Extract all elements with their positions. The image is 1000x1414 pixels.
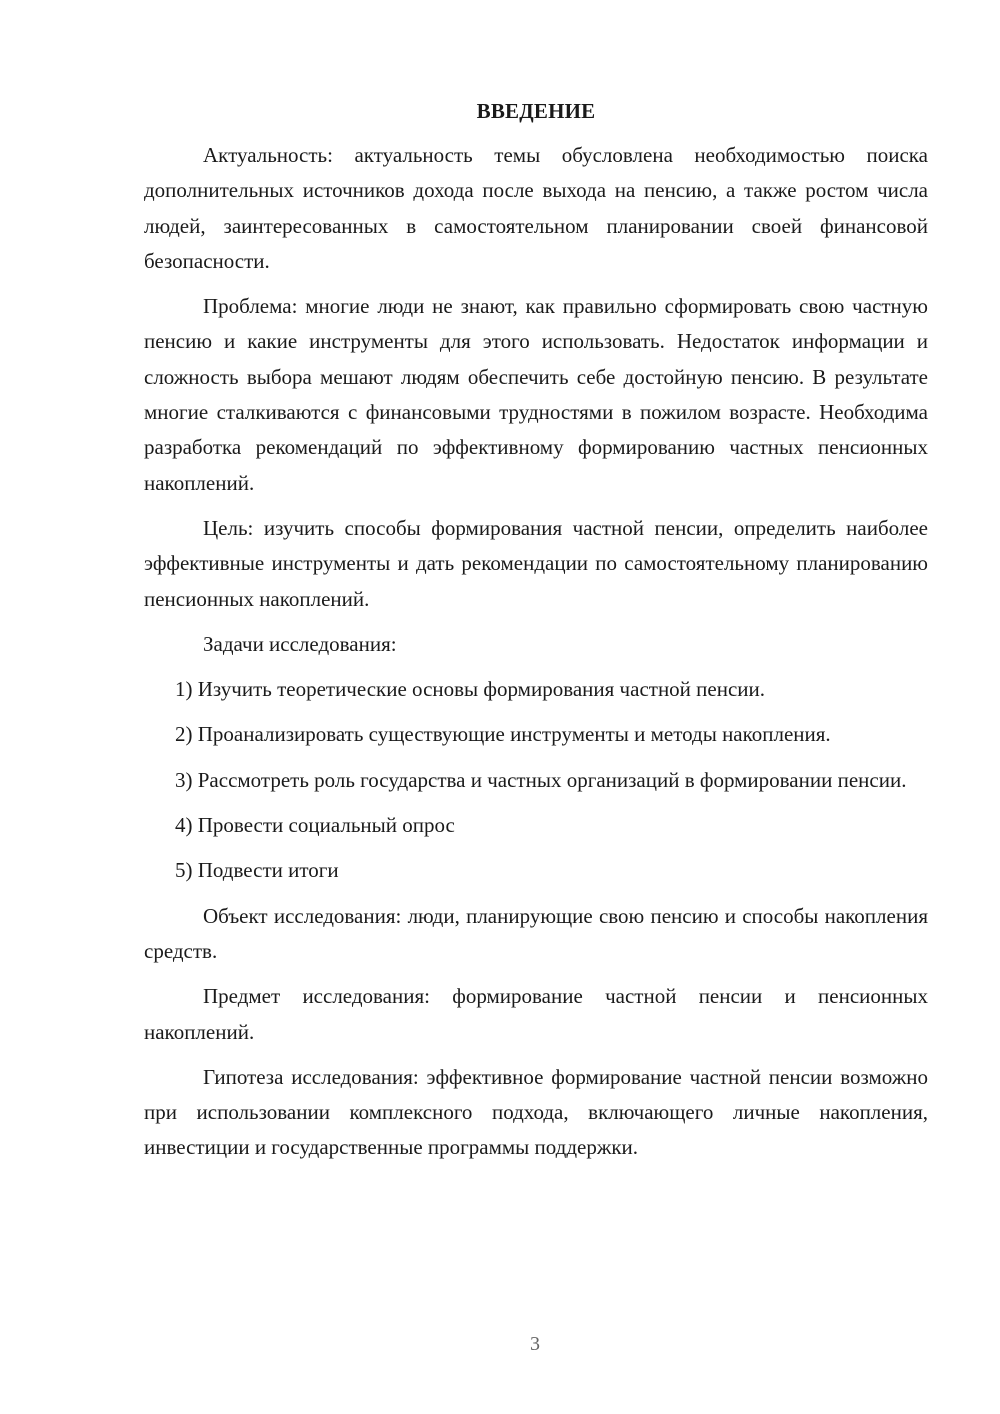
paragraph-subject: Предмет исследования: формирование частной пенсии и пенсионных накоплений. xyxy=(144,984,928,1044)
task-item-2: 2) Проанализировать существующие инструменты и методы накопления. xyxy=(175,722,831,747)
paragraph-hypothesis: Гипотеза исследования: эффективное формирование частной пенсии возможно при использовании комплексного подхода, включающего личные накопления, инвестиции и государственные программы поддержки. xyxy=(144,1064,928,1160)
paragraph-problem: Проблема: многие люди не знают, как правильно сформировать свою частную пенсию и какие инструменты для этого использовать. Недостаток информации и сложность выбора мешают людям обеспечить себе достойную пенсию. В результате многие сталкиваются с финансовыми трудностями в пожилом возрасте. Необходима разработка рекомендаций по эффективному формированию частных пенсионных накоплений. xyxy=(144,294,928,495)
task-item-3: 3) Рассмотреть роль государства и частных организаций в формировании пенсии. xyxy=(175,767,907,792)
task-item-4: 4) Провести социальный опрос xyxy=(175,813,455,838)
paragraph-goal: Цель: изучить способы формирования частной пенсии, определить наиболее эффективные инструменты и дать рекомендации по самостоятельному планированию пенсионных накоплений. xyxy=(144,515,928,611)
task-item-1: 1) Изучить теоретические основы формирования частной пенсии. xyxy=(175,677,766,702)
paragraph-tasks-heading: Задачи исследования: xyxy=(203,631,397,656)
page-number: 3 xyxy=(530,1333,540,1355)
paragraph-object: Объект исследования: люди, планирующие свою пенсию и способы накопления средств. xyxy=(144,903,928,963)
document-page xyxy=(144,96,928,1176)
paragraph-relevance: Актуальность: актуальность темы обусловлена необходимостью поиска дополнительных источников дохода после выхода на пенсию, а также ростом числа людей, заинтересованных в самостоятельном планировании своей финансовой безопасности. xyxy=(144,143,928,273)
task-item-5: 5) Подвести итоги xyxy=(175,858,339,883)
page-title: ВВЕДЕНИЕ xyxy=(476,99,596,123)
